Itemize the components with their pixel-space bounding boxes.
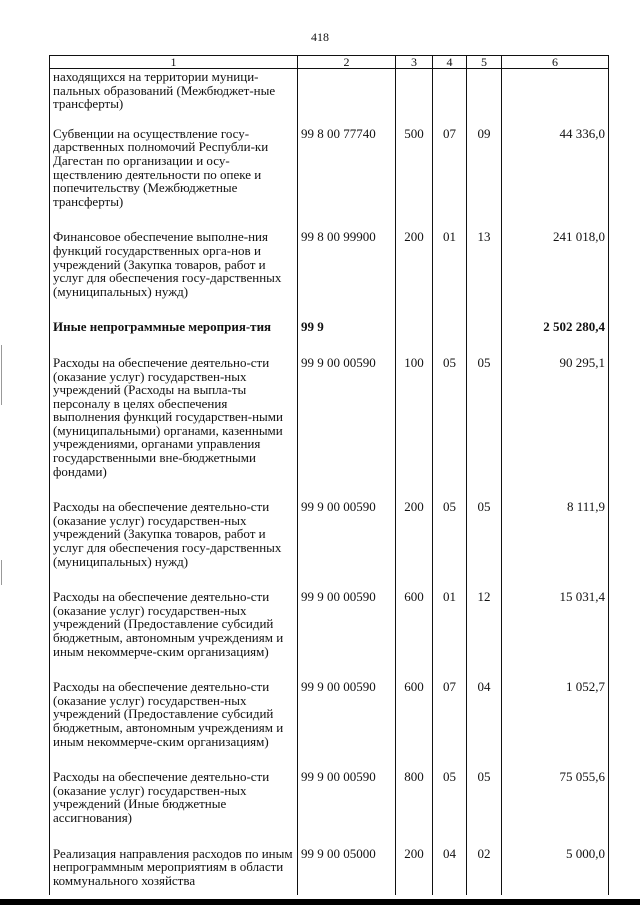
table-row bbox=[50, 356, 609, 500]
cell-expense-type: 200 bbox=[396, 230, 433, 320]
cell-name: Субвенции на осуществление госу-дарственных полномочий Республи-ки Дагестан по организации и осу-ществлению деятельности по опеке и попечительству (Межбюджетные трансферты) bbox=[50, 127, 298, 231]
cell-name: Расходы на обеспечение деятельно-сти (оказание услуг) государствен-ных учреждений (Закупка товаров, работ и услуг для обеспечения госу-дарственных (муниципальных) нужд) bbox=[50, 500, 298, 590]
cell-code: 99 9 00 00590 bbox=[298, 680, 396, 770]
table-row bbox=[50, 590, 609, 680]
table-row bbox=[50, 69, 609, 127]
table-row bbox=[50, 500, 609, 590]
table-row bbox=[50, 770, 609, 846]
cell-name: Расходы на обеспечение деятельно-сти (оказание услуг) государствен-ных учреждений (Предоставление субсидий бюджетным, автономным учреждениям и иным некоммерче-ским организациям) bbox=[50, 680, 298, 770]
cell-code: 99 9 00 00590 bbox=[298, 500, 396, 590]
cell-name: Реализация направления расходов по иным непрограммным мероприятиям в области коммунального хозяйства bbox=[50, 847, 298, 896]
table-row bbox=[50, 320, 609, 356]
scan-mark bbox=[1, 345, 2, 405]
cell-amount: 15 031,4 bbox=[502, 590, 609, 680]
cell-code: 99 9 00 05000 bbox=[298, 847, 396, 896]
page-number: 418 bbox=[311, 30, 329, 44]
table-body bbox=[50, 69, 609, 896]
cell-section: 05 bbox=[433, 356, 467, 500]
header-row bbox=[50, 56, 609, 69]
cell-name: Иные непрограммные мероприя-тия bbox=[50, 320, 298, 356]
cell-expense-type bbox=[396, 320, 433, 356]
header-col-1: 1 bbox=[50, 56, 298, 69]
cell-amount: 1 052,7 bbox=[502, 680, 609, 770]
cell-name: находящихся на территории муници-пальных образований (Межбюджет-ные трансферты) bbox=[50, 69, 298, 127]
budget-table bbox=[49, 55, 609, 895]
cell-code: 99 9 bbox=[298, 320, 396, 356]
cell-expense-type: 500 bbox=[396, 127, 433, 231]
table-row bbox=[50, 127, 609, 231]
cell-expense-type: 200 bbox=[396, 500, 433, 590]
table-row bbox=[50, 680, 609, 770]
cell-section bbox=[433, 320, 467, 356]
table-row bbox=[50, 230, 609, 320]
cell-amount bbox=[502, 69, 609, 127]
cell-expense-type: 600 bbox=[396, 680, 433, 770]
cell-code: 99 8 00 77740 bbox=[298, 127, 396, 231]
cell-subsection: 05 bbox=[467, 356, 502, 500]
cell-amount: 5 000,0 bbox=[502, 847, 609, 896]
cell-name: Финансовое обеспечение выполне-ния функций государственных орга-нов и учреждений (Закупка товаров, работ и услуг для обеспечения госу-дарственных (муниципальных) нужд) bbox=[50, 230, 298, 320]
cell-section: 01 bbox=[433, 590, 467, 680]
scan-edge bbox=[0, 899, 640, 905]
cell-amount: 241 018,0 bbox=[502, 230, 609, 320]
cell-section: 07 bbox=[433, 127, 467, 231]
cell-subsection: 05 bbox=[467, 770, 502, 846]
cell-expense-type: 100 bbox=[396, 356, 433, 500]
cell-amount: 90 295,1 bbox=[502, 356, 609, 500]
cell-amount: 2 502 280,4 bbox=[502, 320, 609, 356]
cell-name: Расходы на обеспечение деятельно-сти (оказание услуг) государствен-ных учреждений (Иные бюджетные ассигнования) bbox=[50, 770, 298, 846]
cell-code: 99 9 00 00590 bbox=[298, 590, 396, 680]
cell-subsection: 13 bbox=[467, 230, 502, 320]
cell-amount: 75 055,6 bbox=[502, 770, 609, 846]
cell-subsection: 09 bbox=[467, 127, 502, 231]
cell-section: 01 bbox=[433, 230, 467, 320]
cell-expense-type: 200 bbox=[396, 847, 433, 896]
table-row bbox=[50, 847, 609, 896]
cell-name: Расходы на обеспечение деятельно-сти (оказание услуг) государствен-ных учреждений (Расходы на выпла-ты персоналу в целях обеспечения выполнения функций государствен-ными (муниципальными) органами, казенными учреждениями, органами управления государственными вне-бюджетными фондами) bbox=[50, 356, 298, 500]
cell-amount: 44 336,0 bbox=[502, 127, 609, 231]
header-col-2: 2 bbox=[298, 56, 396, 69]
cell-subsection: 05 bbox=[467, 500, 502, 590]
cell-code bbox=[298, 69, 396, 127]
cell-code: 99 9 00 00590 bbox=[298, 770, 396, 846]
cell-section: 05 bbox=[433, 770, 467, 846]
header-col-5: 5 bbox=[467, 56, 502, 69]
cell-section: 07 bbox=[433, 680, 467, 770]
cell-amount: 8 111,9 bbox=[502, 500, 609, 590]
cell-subsection: 02 bbox=[467, 847, 502, 896]
scan-mark bbox=[1, 560, 2, 585]
cell-subsection bbox=[467, 69, 502, 127]
cell-subsection: 12 bbox=[467, 590, 502, 680]
cell-subsection: 04 bbox=[467, 680, 502, 770]
header-col-3: 3 bbox=[396, 56, 433, 69]
header-col-4: 4 bbox=[433, 56, 467, 69]
cell-expense-type: 800 bbox=[396, 770, 433, 846]
cell-section: 05 bbox=[433, 500, 467, 590]
cell-section bbox=[433, 69, 467, 127]
cell-expense-type bbox=[396, 69, 433, 127]
cell-section: 04 bbox=[433, 847, 467, 896]
header-col-6: 6 bbox=[502, 56, 609, 69]
cell-expense-type: 600 bbox=[396, 590, 433, 680]
cell-subsection bbox=[467, 320, 502, 356]
cell-name: Расходы на обеспечение деятельно-сти (оказание услуг) государствен-ных учреждений (Предоставление субсидий бюджетным, автономным учреждениям и иным некоммерче-ским организациям) bbox=[50, 590, 298, 680]
cell-code: 99 8 00 99900 bbox=[298, 230, 396, 320]
cell-code: 99 9 00 00590 bbox=[298, 356, 396, 500]
